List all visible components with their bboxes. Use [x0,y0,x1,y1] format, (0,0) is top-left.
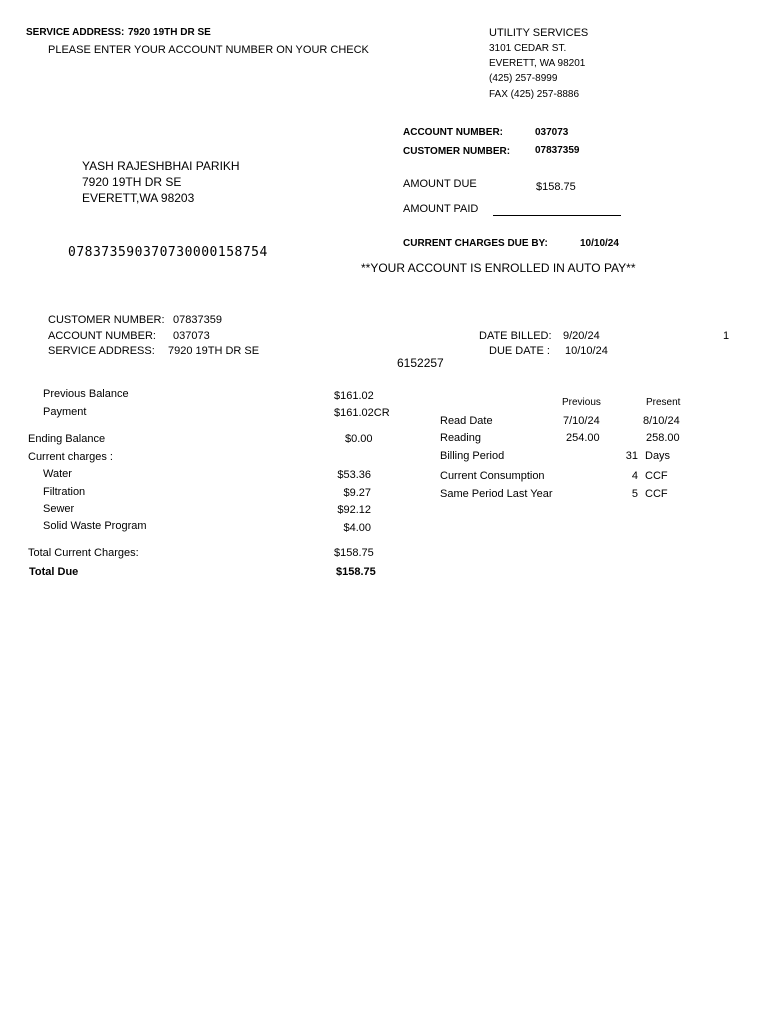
stub-account-number: 037073 [535,127,569,138]
autopay-notice: **YOUR ACCOUNT IS ENROLLED IN AUTO PAY** [361,261,636,275]
current-charges-due-label: CURRENT CHARGES DUE BY: [403,238,548,249]
utility-name: UTILITY SERVICES [489,27,589,39]
read-date-previous: 7/10/24 [563,415,600,427]
service-address-value: 7920 19TH DR SE [128,27,211,38]
total-due-amount: $158.75 [336,566,376,578]
charge-item-label: Water [43,468,72,480]
payment-label: Payment [43,406,87,418]
utility-phone: (425) 257-8999 [489,73,558,84]
page-number: 1 [723,330,730,342]
total-due-label: Total Due [29,566,79,578]
service-address-label-2: SERVICE ADDRESS: [48,345,155,357]
consumption-value: 4 [631,470,638,482]
billing-period-unit: Days [645,450,671,462]
account-number-label: ACCOUNT NUMBER: [48,330,156,342]
ending-balance-amount: $0.00 [345,433,373,445]
read-date-label: Read Date [440,415,493,427]
date-billed: 9/20/24 [563,330,600,342]
due-date-label: DUE DATE : [489,345,550,357]
charge-item-amount: $53.36 [337,469,371,481]
current-charges-label: Current charges : [28,451,113,463]
due-date: 10/10/24 [565,345,608,357]
last-year-label: Same Period Last Year [440,488,553,500]
charge-item-label: Sewer [43,503,75,515]
consumption-label: Current Consumption [440,470,545,482]
amount-due-label: AMOUNT DUE [403,178,477,190]
total-current-charges-amount: $158.75 [334,547,374,559]
current-charges-due-date: 10/10/24 [580,238,619,249]
scan-line: 078373590370730000158754 [68,245,268,260]
account-number: 037073 [173,330,210,342]
charge-item-amount: $4.00 [343,522,371,534]
stub-customer-number: 07837359 [535,145,580,156]
stub-account-number-label: ACCOUNT NUMBER: [403,127,503,138]
charge-item-label: Solid Waste Program [43,520,147,532]
customer-street: 7920 19TH DR SE [82,175,182,189]
check-instruction: PLEASE ENTER YOUR ACCOUNT NUMBER ON YOUR CHECK [48,44,369,56]
previous-column-header: Previous [562,397,601,408]
date-billed-label: DATE BILLED: [479,330,552,342]
customer-name: YASH RAJESHBHAI PARIKH [82,159,240,173]
billing-period-label: Billing Period [440,450,505,462]
customer-number-label: CUSTOMER NUMBER: [48,314,165,326]
service-address-label: SERVICE ADDRESS: [26,27,125,38]
utility-street: 3101 CEDAR ST. [489,43,567,54]
reading-previous: 254.00 [566,432,600,444]
last-year-value: 5 [631,488,638,500]
reference-number: 6152257 [397,356,444,370]
amount-paid-label: AMOUNT PAID [403,203,479,215]
previous-balance-label: Previous Balance [43,388,129,400]
utility-city: EVERETT, WA 98201 [489,58,586,69]
amount-paid-line [493,215,621,216]
charge-item-label: Filtration [43,486,86,498]
amount-due-value: $158.75 [536,181,576,193]
read-date-present: 8/10/24 [643,415,680,427]
charge-item-amount: $9.27 [343,487,371,499]
present-column-header: Present [646,397,681,408]
utility-fax: FAX (425) 257-8886 [489,89,580,100]
stub-customer-number-label: CUSTOMER NUMBER: [403,146,511,157]
previous-balance-amount: $161.02 [334,390,374,402]
charge-item-amount: $92.12 [337,504,371,516]
customer-number: 07837359 [173,314,222,326]
consumption-unit: CCF [645,470,668,482]
service-address-2: 7920 19TH DR SE [168,345,260,357]
billing-period-value: 31 [625,450,638,462]
last-year-unit: CCF [645,488,668,500]
reading-label: Reading [440,432,481,444]
total-current-charges-label: Total Current Charges: [28,547,139,559]
payment-amount: $161.02CR [334,407,390,419]
customer-city: EVERETT,WA 98203 [82,191,195,205]
reading-present: 258.00 [646,432,680,444]
ending-balance-label: Ending Balance [28,433,106,445]
